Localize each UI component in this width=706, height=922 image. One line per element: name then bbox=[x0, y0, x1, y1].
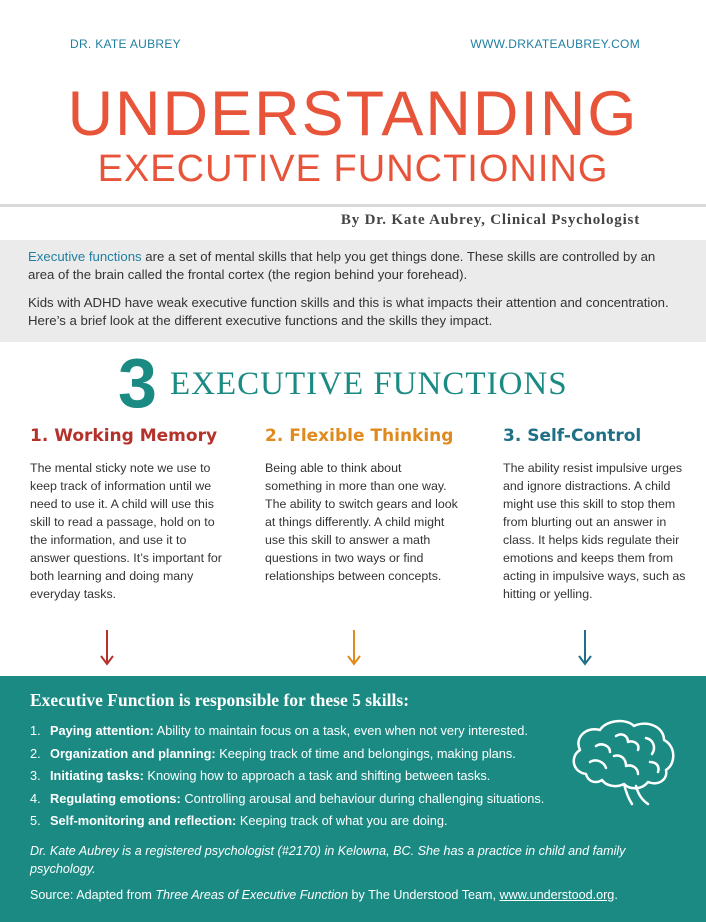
arrow-down-icon bbox=[347, 630, 361, 666]
byline: By Dr. Kate Aubrey, Clinical Psychologist bbox=[340, 212, 640, 228]
source-end: . bbox=[614, 888, 618, 902]
source-prefix: Source: Adapted from bbox=[30, 888, 156, 902]
self-control-text: The ability resist impulsive urges and ignore distractions. A child might use this skill to stop them from blurting out an answer in class. It helps kids regulate their emotions and keeps them from acting in impulsive ways, such as hitting or yelling. bbox=[503, 461, 686, 601]
page-title-line1: UNDERSTANDING bbox=[67, 79, 639, 149]
item-number: 2. bbox=[30, 745, 41, 761]
intro-p1-text: are a set of mental skills that help you get things done. These skills are controlled by an area of the brain called the frontal cortex (the region behind your forehead). bbox=[28, 249, 656, 282]
item-label: Regulating emotions: bbox=[50, 790, 181, 806]
source-mid: by The Understood Team, bbox=[348, 888, 500, 902]
item-text: Keeping track of time and belongings, making plans. bbox=[215, 745, 516, 761]
skills-title: Executive Function is responsible for these 5 skills: bbox=[30, 690, 410, 710]
list-item bbox=[30, 765, 590, 788]
source-link[interactable]: www.understood.org bbox=[499, 888, 615, 902]
item-label: Paying attention: bbox=[50, 723, 154, 738]
arrow-down-icon bbox=[100, 630, 114, 666]
item-label: Self-monitoring and reflection: bbox=[50, 813, 237, 828]
arrow-down-icon bbox=[578, 630, 592, 666]
list-item bbox=[30, 788, 590, 811]
intro-box bbox=[0, 240, 706, 342]
self-control-heading: 3. Self-Control bbox=[503, 426, 642, 446]
item-text: Controlling arousal and behaviour during challenging situations. bbox=[180, 790, 545, 806]
section-title: EXECUTIVE FUNCTIONS bbox=[170, 366, 568, 402]
item-number: 1. bbox=[30, 723, 41, 738]
item-text: Knowing how to approach a task and shifting between tasks. bbox=[143, 768, 491, 783]
section-number: 3 bbox=[118, 344, 157, 422]
list-item bbox=[30, 720, 590, 743]
list-item bbox=[30, 810, 590, 833]
working-memory-heading: 1. Working Memory bbox=[30, 426, 218, 446]
item-text: Ability to maintain focus on a task, even when not very interested. bbox=[153, 723, 528, 738]
list-item bbox=[30, 743, 590, 766]
working-memory-text: The mental sticky note we use to keep track of information until we need to use it. A child will use this skill to read a passage, hold on to the information, and use it to answer questions. It’s important for both learning and doing many everyday tasks. bbox=[30, 461, 222, 601]
item-text: Keeping track of what you are doing. bbox=[236, 813, 448, 828]
author-name-header: DR. KATE AUBREY bbox=[70, 37, 181, 51]
flexible-thinking-heading: 2. Flexible Thinking bbox=[265, 426, 454, 446]
item-number: 5. bbox=[30, 813, 41, 828]
brain-icon bbox=[566, 716, 681, 806]
title-divider bbox=[0, 204, 706, 207]
item-label: Initiating tasks: bbox=[50, 768, 144, 783]
item-label: Organization and planning: bbox=[50, 745, 216, 761]
item-number: 3. bbox=[30, 768, 41, 783]
intro-paragraph-1 bbox=[28, 248, 680, 284]
skills-panel bbox=[0, 676, 706, 922]
intro-highlight: Executive functions bbox=[28, 249, 142, 264]
source-title: Three Areas of Executive Function bbox=[155, 888, 349, 902]
author-bio: Dr. Kate Aubrey is a registered psychologist (#2170) in Kelowna, BC. She has a practice in child and family psychology. bbox=[30, 844, 626, 876]
website-link-header[interactable]: WWW.DRKATEAUBREY.COM bbox=[470, 37, 640, 51]
flexible-thinking-text: Being able to think about something in more than one way. The ability to switch gears and look at things differently. A child might use this skill to answer a math questions in two ways or find relationships between concepts. bbox=[265, 461, 458, 583]
skills-list bbox=[30, 720, 590, 833]
item-number: 4. bbox=[30, 790, 41, 806]
page-title-line2: EXECUTIVE FUNCTIONING bbox=[97, 148, 609, 190]
source-citation bbox=[30, 886, 690, 904]
intro-paragraph-2: Kids with ADHD have weak executive function skills and this is what impacts their attention and concentration. Here’s a brief look at the different executive functions and the skills they impact. bbox=[28, 295, 669, 328]
